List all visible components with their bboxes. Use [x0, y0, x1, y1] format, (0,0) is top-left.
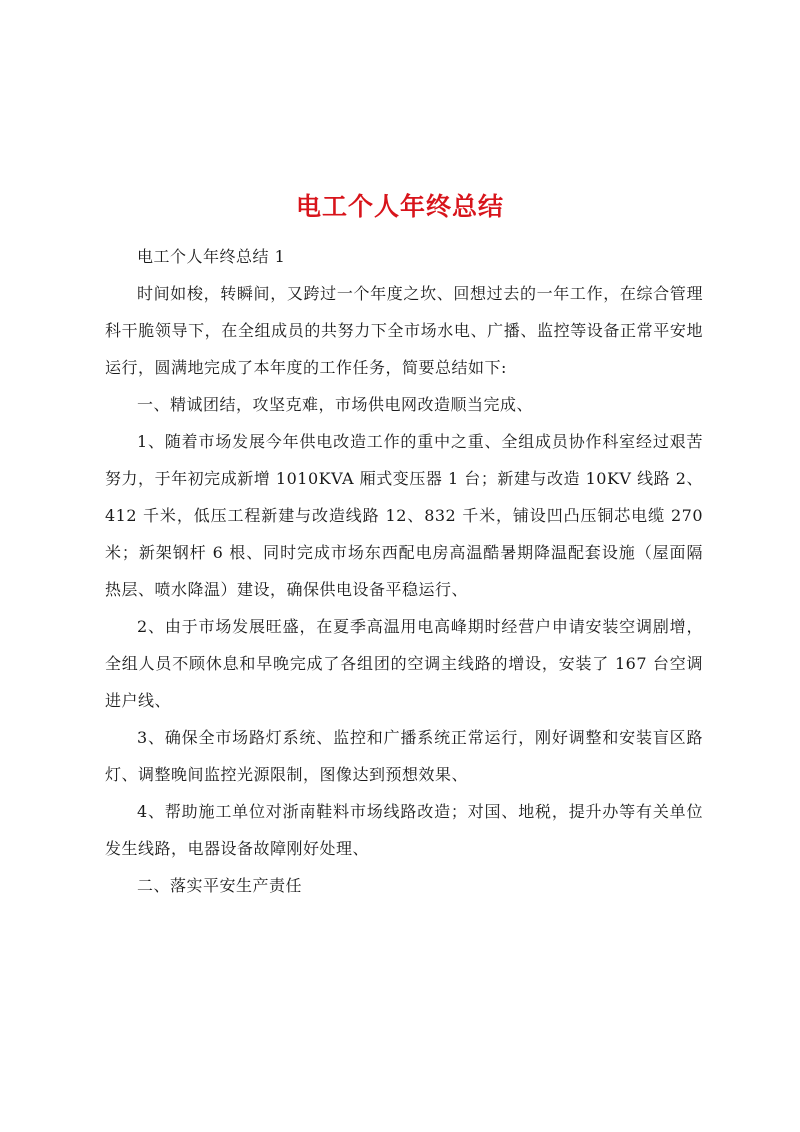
section-heading-2: 二、落实平安生产责任: [137, 876, 303, 895]
item-paragraph-4: 4、帮助施工单位对浙南鞋料市场线路改造；对国、地税，提升办等有关单位发生线路，电器设备故障刚好处理、: [105, 802, 703, 858]
section-heading-1: 一、精诚团结，攻坚克难，市场供电网改造顺当完成、: [137, 395, 534, 414]
item-paragraph-3: 3、确保全市场路灯系统、监控和广播系统正常运行，刚好调整和安装盲区路灯、调整晚间监控光源限制，图像达到预想效果、: [105, 728, 703, 784]
item-paragraph-1: 1、随着市场发展今年供电改造工作的重中之重、全组成员协作科室经过艰苦努力，于年初完成新增 1010KVA 厢式变压器 1 台；新建与改造 10KV 线路 2、412 千米，低压工程新建与改造线路 12、832 千米，铺设凹凸压铜芯电缆 270 米；新架钢杆 6 根、同时完成市场东西配电房高温酷暑期降温配套设施（屋面隔热层、喷水降温）建设，确保供电设备平稳运行、: [105, 432, 703, 599]
document-body: [105, 238, 703, 904]
item-paragraph-2: 2、由于市场发展旺盛，在夏季高温用电高峰期时经营户申请安装空调剧增，全组人员不顾休息和早晚完成了各组团的空调主线路的增设，安装了 167 台空调进户线、: [105, 617, 703, 710]
subtitle-paragraph: 电工个人年终总结 1: [137, 247, 286, 266]
document-title: 电工个人年终总结: [295, 191, 504, 221]
intro-paragraph: 时间如梭，转瞬间，又跨过一个年度之坎、回想过去的一年工作，在综合管理科干脆领导下，在全组成员的共努力下全市场水电、广播、监控等设备正常平安地运行，圆满地完成了本年度的工作任务，简要总结如下:: [105, 284, 703, 377]
